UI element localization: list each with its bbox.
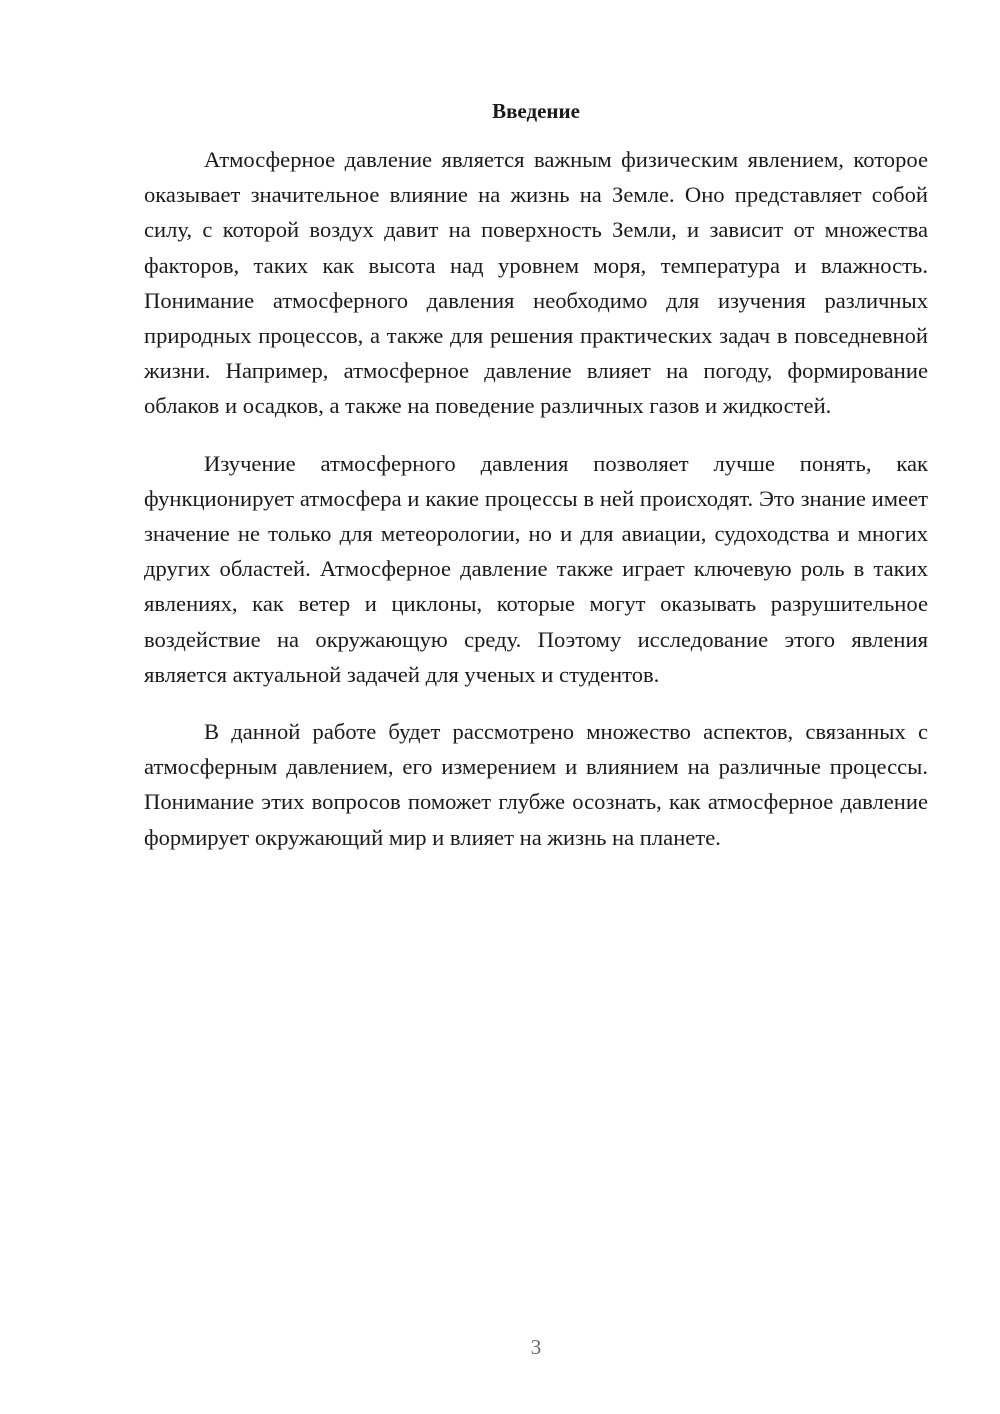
- paragraph-3: В данной работе будет рассмотрено множество аспектов, связанных с атмосферным давлением, его измерением и влиянием на различные процессы. Понимание этих вопросов поможет глубже осознать, как атмосферное давление формирует окружающий мир и влияет на жизнь на планете.: [144, 719, 928, 850]
- page-title: Введение: [492, 99, 580, 123]
- page-number: 3: [530, 1335, 542, 1359]
- body-text: [144, 142, 928, 877]
- paragraph-2: Изучение атмосферного давления позволяет лучше понять, как функционирует атмосфера и какие процессы в ней происходят. Это знание имеет значение не только для метеорологии, но и для авиации, судоходства и многих других областей. Атмосферное давление также играет ключевую роль в таких явлениях, как ветер и циклоны, которые могут оказывать разрушительное воздействие на окружающую среду. Поэтому исследование этого явления является актуальной задачей для ученых и студентов.: [144, 450, 928, 687]
- paragraph-1: Атмосферное давление является важным физическим явлением, которое оказывает значительное влияние на жизнь на Земле. Оно представляет собой силу, с которой воздух давит на поверхность Земли, и зависит от множества факторов, таких как высота над уровнем моря, температура и влажность. Понимание атмосферного давления необходимо для изучения различных природных процессов, а также для решения практических задач в повседневной жизни. Например, атмосферное давление влияет на погоду, формирование облаков и осадков, а также на поведение различных газов и жидкостей.: [144, 147, 928, 419]
